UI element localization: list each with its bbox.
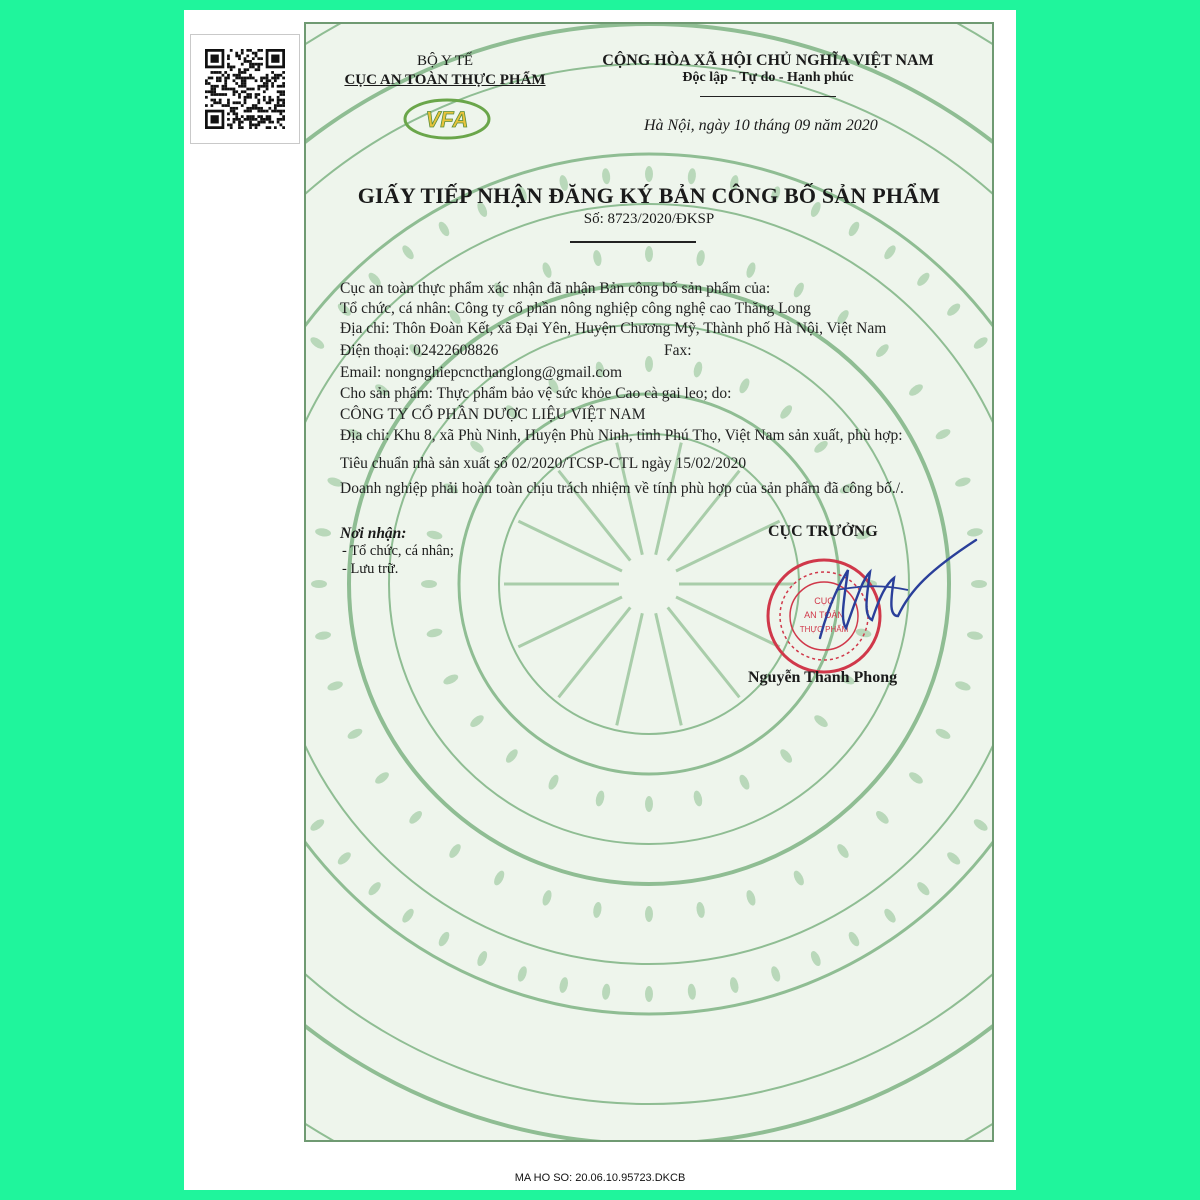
recipients-title: Nơi nhận: [340,525,407,542]
body-line: Địa chỉ: Thôn Đoàn Kết, xã Đại Yên, Huyện Chương Mỹ, Thành phố Hà Nội, Việt Nam [340,320,887,337]
file-code: MA HO SO: 20.06.10.95723.DKCB [514,1172,686,1184]
document-title: GIẤY TIẾP NHẬN ĐĂNG KÝ BẢN CÔNG BỐ SẢN PHẨM [357,183,941,208]
svg-text:CỤC: CỤC [814,596,834,606]
qr-code-icon [205,49,285,129]
body-line: CÔNG TY CỔ PHẦN DƯỢC LIỆU VIỆT NAM [340,406,646,423]
body-line: Doanh nghiệp phải hoàn toàn chịu trách nhiệm về tính phù hợp của sản phẩm đã công bố./. [340,480,904,497]
motto-underline [700,96,836,97]
qr-code-frame [190,34,300,144]
signer-name: Nguyễn Thanh Phong [748,669,898,686]
recipient-item: - Lưu trữ. [342,561,399,577]
body-line: Tổ chức, cá nhân: Công ty cổ phần nông nghiệp công nghệ cao Thăng Long [340,300,811,317]
body-line: Email: nongnghiepcncthanglong@gmail.com [340,364,623,381]
motto: Độc lập - Tự do - Hạnh phúc [682,70,854,85]
svg-text:VFA: VFA [425,107,469,132]
agency-name: CỤC AN TOÀN THỰC PHẨM [344,72,546,88]
vfa-logo [402,96,492,142]
svg-text:AN TOÀN: AN TOÀN [804,610,844,620]
handwritten-signature [800,520,980,650]
body-line: Điện thoại: 02422608826 [340,342,499,359]
recipient-item: - Tổ chức, cá nhân; [342,543,454,559]
body-line: Địa chỉ: Khu 8, xã Phù Ninh, Huyện Phù Ninh, tỉnh Phú Thọ, Việt Nam sản xuất, phù hợp: [340,427,903,444]
body-line: Cục an toàn thực phẩm xác nhận đã nhận Bản công bố sản phẩm của: [340,280,771,297]
title-underline [570,241,696,243]
signer-title: CỤC TRƯỞNG [768,523,878,540]
issue-date: Hà Nội, ngày 10 tháng 09 năm 2020 [644,117,878,134]
national-header [578,52,958,86]
fax-label: Fax: [664,342,692,359]
agency-parent: BỘ Y TẾ [416,53,474,69]
document-number: Số: 8723/2020/ĐKSP [583,211,715,227]
issuing-agency [330,52,560,90]
republic-name: CỘNG HÒA XÃ HỘI CHỦ NGHĨA VIỆT NAM [602,52,934,69]
body-line: Tiêu chuẩn nhà sản xuất số 02/2020/TCSP-CTL ngày 15/02/2020 [340,455,747,472]
body-line: Cho sản phẩm: Thực phẩm bảo vệ sức khỏe Cao cà gai leo; do: [340,385,732,402]
svg-text:THỰC PHẨM: THỰC PHẨM [799,625,849,634]
